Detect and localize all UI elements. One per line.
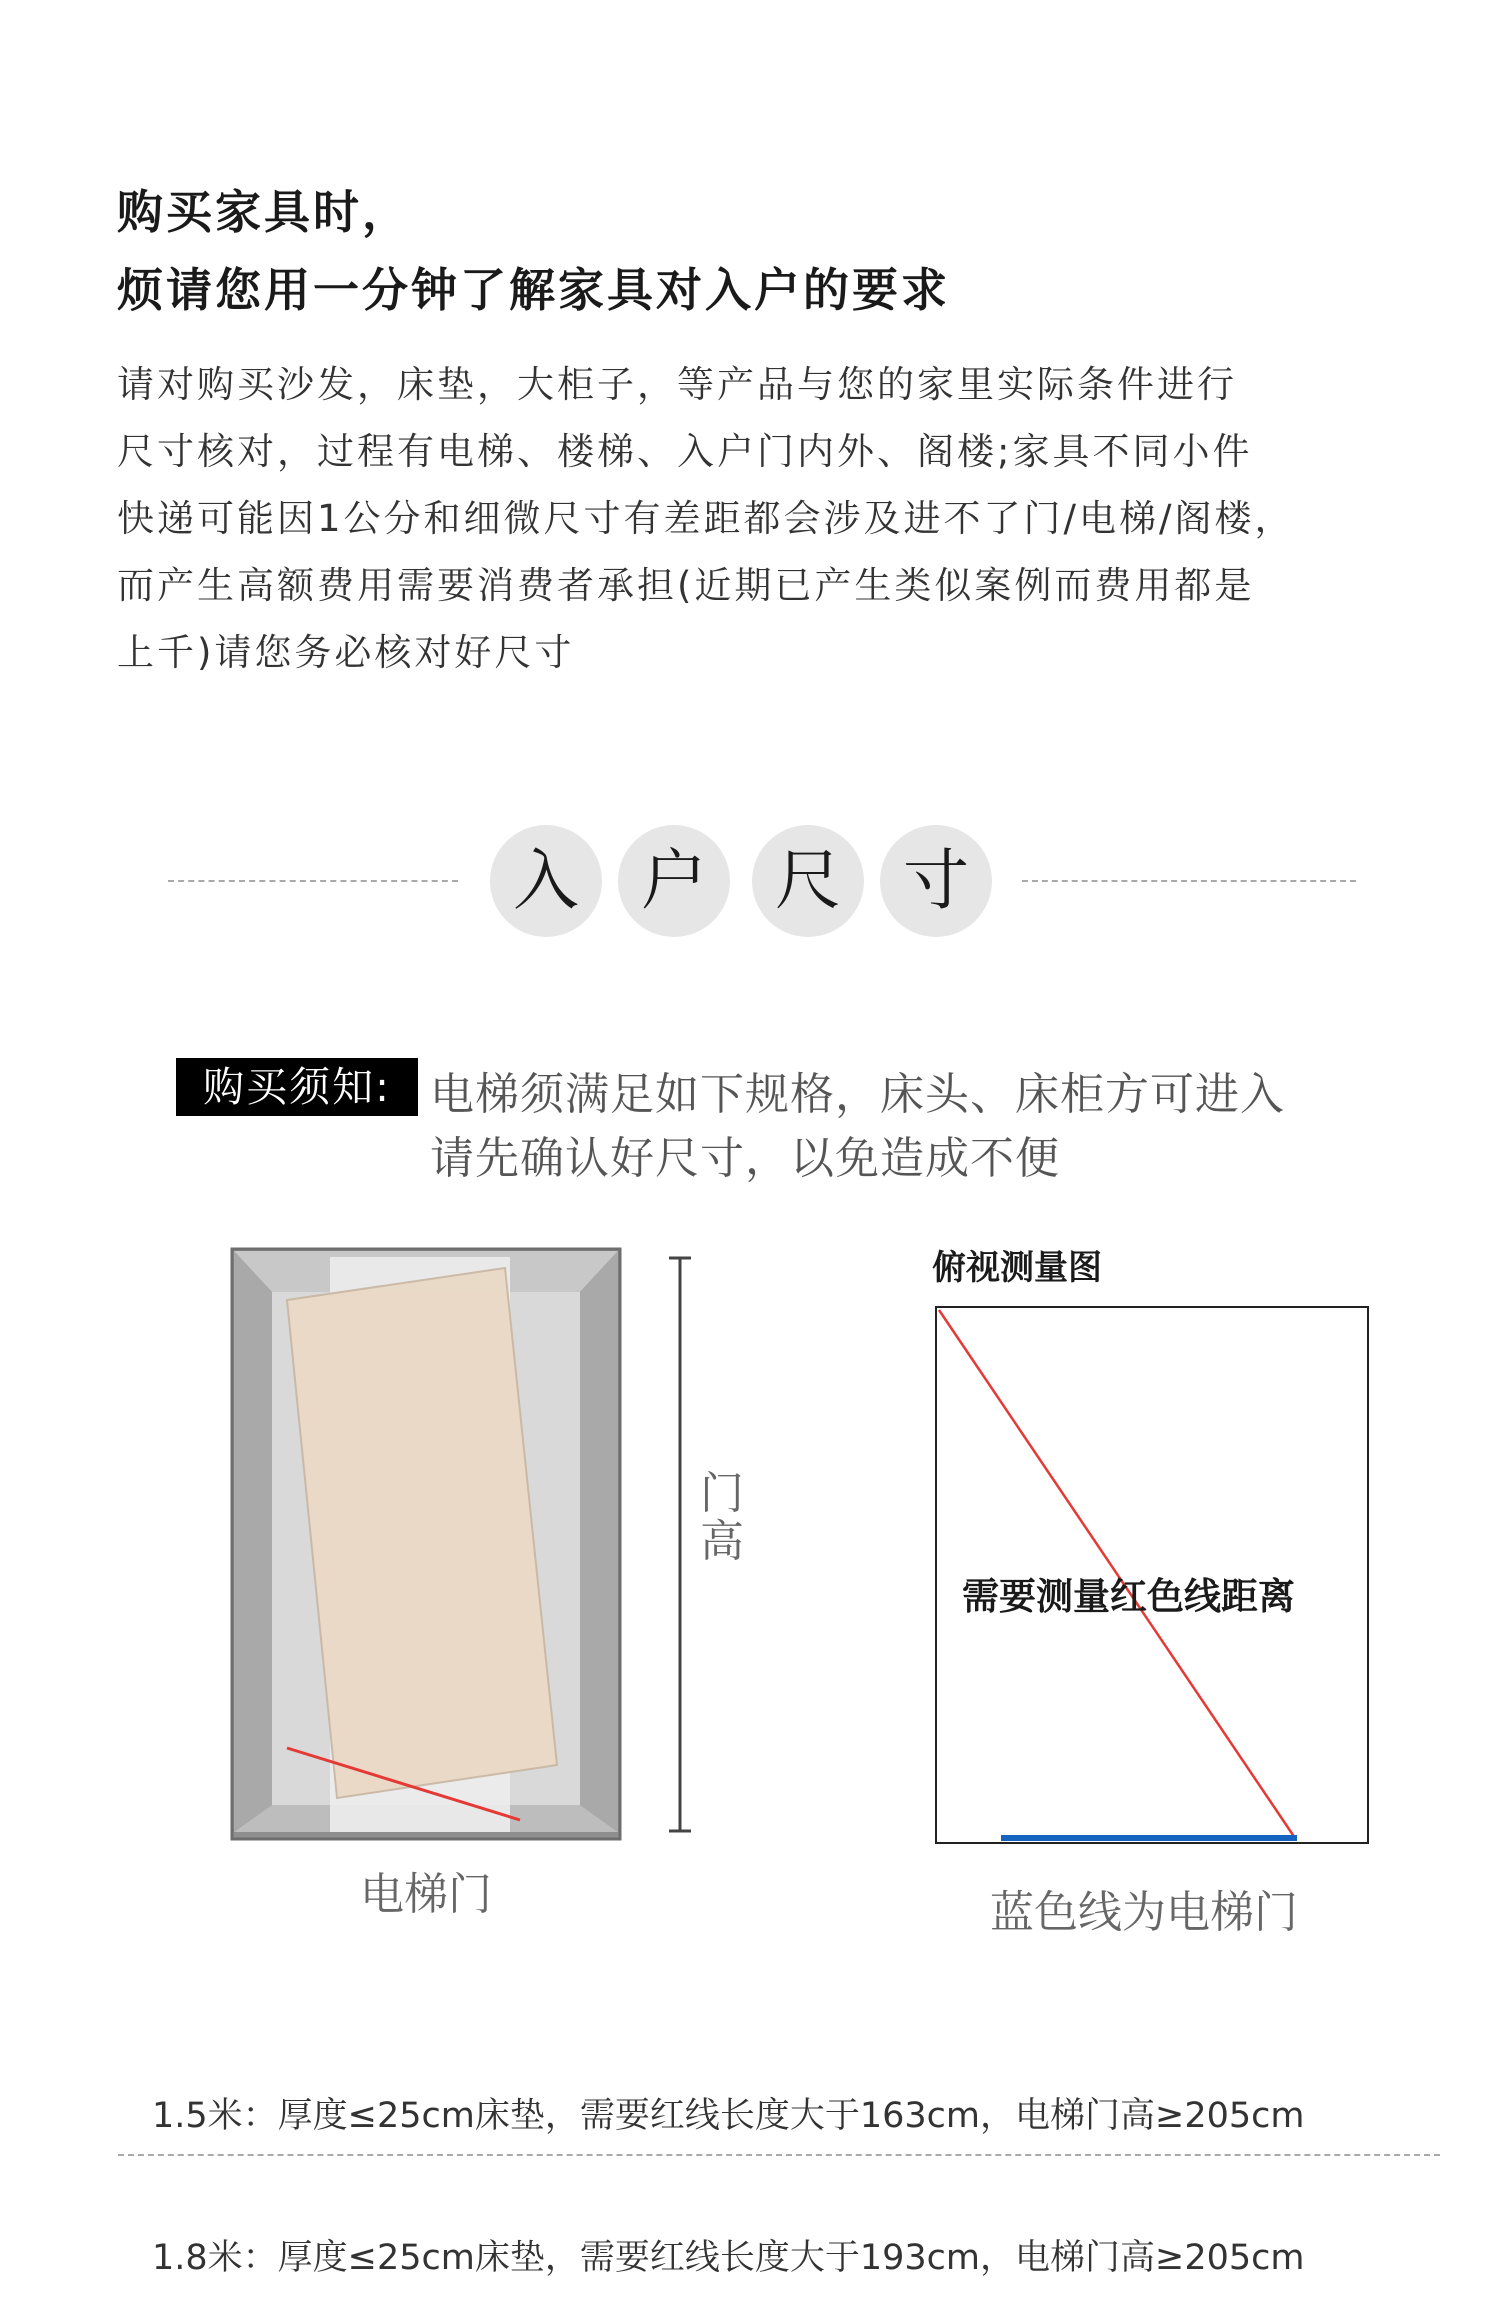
intro-line: 上千)请您务必核对好尺寸 bbox=[117, 631, 575, 674]
size-requirement-row: 1.5米：厚度≤25cm床垫，需要红线长度大于163cm，电梯门高≥205cm bbox=[152, 2096, 1305, 2136]
purchase-notice-tag: 购买须知: bbox=[176, 1058, 418, 1116]
page-title-line-2: 烦请您用一分钟了解家具对入户的要求 bbox=[117, 263, 950, 317]
elevator-door-caption: 电梯门 bbox=[360, 1869, 492, 1920]
elevator-door-illustration bbox=[225, 1240, 625, 1850]
section-divider-right bbox=[1022, 880, 1356, 882]
section-title-char: 寸 bbox=[880, 825, 992, 937]
page-title-line-1: 购买家具时， bbox=[117, 185, 411, 239]
section-title-char: 户 bbox=[618, 825, 730, 937]
top-view-caption: 蓝色线为电梯门 bbox=[990, 1887, 1298, 1938]
top-view-title: 俯视测量图 bbox=[932, 1248, 1102, 1288]
size-requirement-row: 1.8米：厚度≤25cm床垫，需要红线长度大于193cm，电梯门高≥205cm bbox=[152, 2238, 1305, 2278]
door-height-label: 门 高 bbox=[700, 1468, 744, 1567]
purchase-notice-line-2: 请先确认好尺寸，以免造成不便 bbox=[430, 1133, 1060, 1184]
door-height-marker bbox=[665, 1255, 695, 1835]
top-view-note: 需要测量红色线距离 bbox=[962, 1575, 1295, 1618]
section-title-char: 尺 bbox=[752, 825, 864, 937]
size-divider bbox=[118, 2154, 1440, 2156]
section-title-char: 入 bbox=[490, 825, 602, 937]
intro-line: 而产生高额费用需要消费者承担(近期已产生类似案例而费用都是 bbox=[117, 564, 1255, 607]
purchase-notice-line-1: 电梯须满足如下规格，床头、床柜方可进入 bbox=[430, 1069, 1285, 1120]
intro-line: 快递可能因1公分和细微尺寸有差距都会涉及进不了门/电梯/阁楼， bbox=[117, 497, 1295, 540]
section-divider-left bbox=[168, 880, 458, 882]
intro-line: 请对购买沙发，床垫，大柜子，等产品与您的家里实际条件进行 bbox=[117, 363, 1237, 406]
intro-line: 尺寸核对，过程有电梯、楼梯、入户门内外、阁楼;家具不同小件 bbox=[117, 430, 1253, 473]
